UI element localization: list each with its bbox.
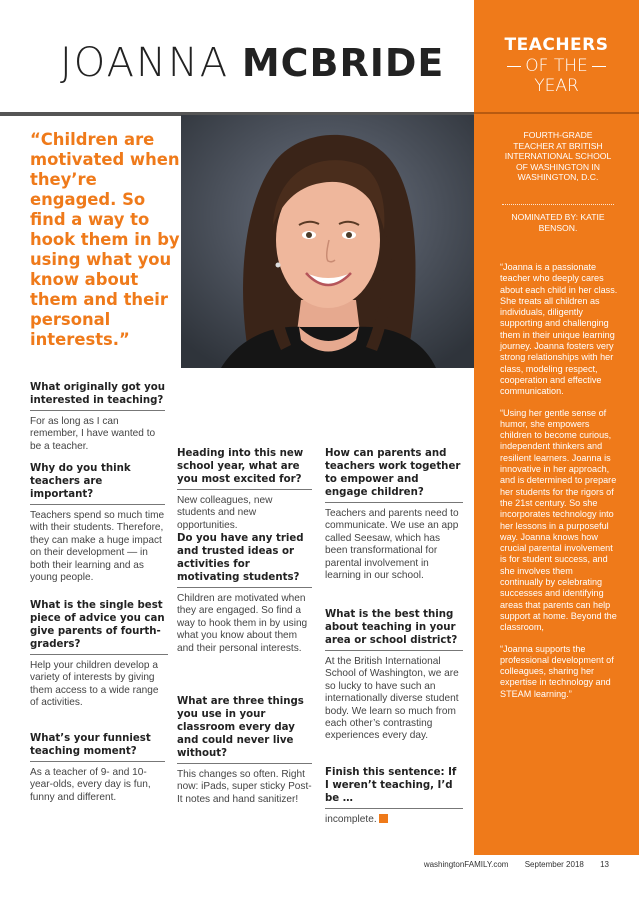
qa-block-8 — [325, 447, 463, 582]
question-10: Finish this sentence: If I weren’t teaching, I’d be … — [325, 766, 463, 809]
badge-line-2: OF THE — [525, 56, 588, 76]
badge-line-2-row — [474, 56, 639, 76]
answer-1: For as long as I can remember, I have wanted to be a teacher. — [30, 416, 156, 452]
answer-2: Teachers spend so much time with their students. Therefore, they can make a huge impact on their development — in both their learning and as young people. — [30, 510, 165, 584]
answer-5: New colleagues, new students and new opportunities. — [177, 495, 273, 531]
teacher-role: FOURTH-GRADE TEACHER AT BRITISH INTERNATIONAL SCHOOL OF WASHINGTON IN WASHINGTON, D.C. — [504, 130, 612, 183]
question-9: What is the best thing about teaching in your area or school district? — [325, 608, 463, 651]
sidebar-divider — [502, 204, 614, 205]
footer-date: September 2018 — [524, 860, 584, 869]
qa-block-10 — [325, 766, 463, 826]
answer-4: As a teacher of 9- and 10-year-olds, every day is fun, funny and different. — [30, 767, 151, 803]
nominated-by: NOMINATED BY: KATIE BENSON. — [511, 212, 605, 233]
answer-8: Teachers and parents need to communicate. We use an app called Seesaw, which has been transformational for parental involvement in learning in our school. — [325, 508, 459, 582]
answer-6: Children are motivated when they are engaged. So find a way to hook them in by using what you know about them and their personal interests. — [177, 593, 308, 654]
qa-block-6 — [177, 532, 312, 655]
nomination-quote-1: “Joanna is a passionate teacher who deeply cares about each child in her class. She treats all children as individuals, diligently supporting and challenging them in their unique learning journey. Joanna fosters very strong relationships with her class, modeling respect, cooperation and effective communication. — [500, 262, 618, 397]
qa-block-3 — [30, 599, 168, 710]
question-1: What originally got you interested in teaching? — [30, 381, 165, 411]
title-last-name: MCBRIDE — [241, 41, 445, 85]
title-first-name: JOANNA — [60, 40, 230, 86]
question-2: Why do you think teachers are important? — [30, 462, 165, 505]
nomination-quote-2: “Using her gentle sense of humor, she empowers children to become curious, independent thinkers and resilient learners. Joanna is innovative in her approach, and is determined to prepare her students for the rigors of the 21st century. So she incorporates technology into her lessons in a purposeful way. Joanna knows how crucial parental involvement is for student success, and she involves them continually by celebrating successes and identifying areas that parents can help support at home. Beyond the classroom, — [500, 407, 617, 633]
nomination-quote-3: “Joanna supports the professional development of colleagues, sharing her expertise in technology and STEAM learning.” — [500, 643, 614, 699]
qa-block-2 — [30, 462, 165, 584]
question-5: Heading into this new school year, what are you most excited for? — [177, 447, 312, 490]
question-8: How can parents and teachers work together to empower and engage children? — [325, 447, 463, 503]
footer-page-number: 13 — [600, 860, 609, 869]
qa-block-9 — [325, 608, 463, 743]
portrait-illustration — [181, 115, 474, 368]
teacher-portrait-photo — [181, 115, 474, 368]
sidebar-rule — [474, 112, 639, 114]
pull-quote: “Children are motivated when they’re engaged. So find a way to hook them in by using what you know about them and their personal interests.” — [30, 130, 180, 349]
badge-dash-right — [592, 66, 606, 67]
qa-block-7 — [177, 695, 312, 806]
question-7: What are three things you use in your classroom every day and could never live without? — [177, 695, 312, 764]
end-mark-square-icon — [379, 814, 388, 823]
page-footer — [410, 860, 609, 869]
qa-block-1 — [30, 381, 165, 453]
answer-9: At the British International School of Washington, we are so lucky to have such an internationally diverse student body. We learn so much from each other’s contrasting experiences every day. — [325, 656, 459, 742]
badge-line-1: TEACHERS — [504, 35, 609, 55]
qa-block-5 — [177, 447, 312, 532]
answer-3: Help your children develop a variety of interests by giving them access to a wide range of activities. — [30, 660, 159, 709]
qa-block-4 — [30, 732, 165, 804]
answer-7: This changes so often. Right now: iPads, super sticky Post-It notes and hand sanitizer! — [177, 769, 312, 805]
teachers-of-the-year-badge — [474, 35, 639, 96]
answer-10-text: incomplete. — [325, 814, 377, 825]
article-title — [60, 38, 444, 86]
answer-10 — [325, 814, 463, 826]
badge-dash-left — [507, 66, 521, 67]
badge-line-3: YEAR — [534, 76, 579, 96]
nomination-quotes — [500, 262, 618, 710]
question-6: Do you have any tried and trusted ideas or activities for motivating students? — [177, 532, 312, 588]
question-3: What is the single best piece of advice you can give parents of fourth-graders? — [30, 599, 168, 655]
sidebar — [474, 0, 639, 855]
question-4: What’s your funniest teaching moment? — [30, 732, 165, 762]
footer-site: washingtonFAMILY.com — [423, 860, 509, 869]
